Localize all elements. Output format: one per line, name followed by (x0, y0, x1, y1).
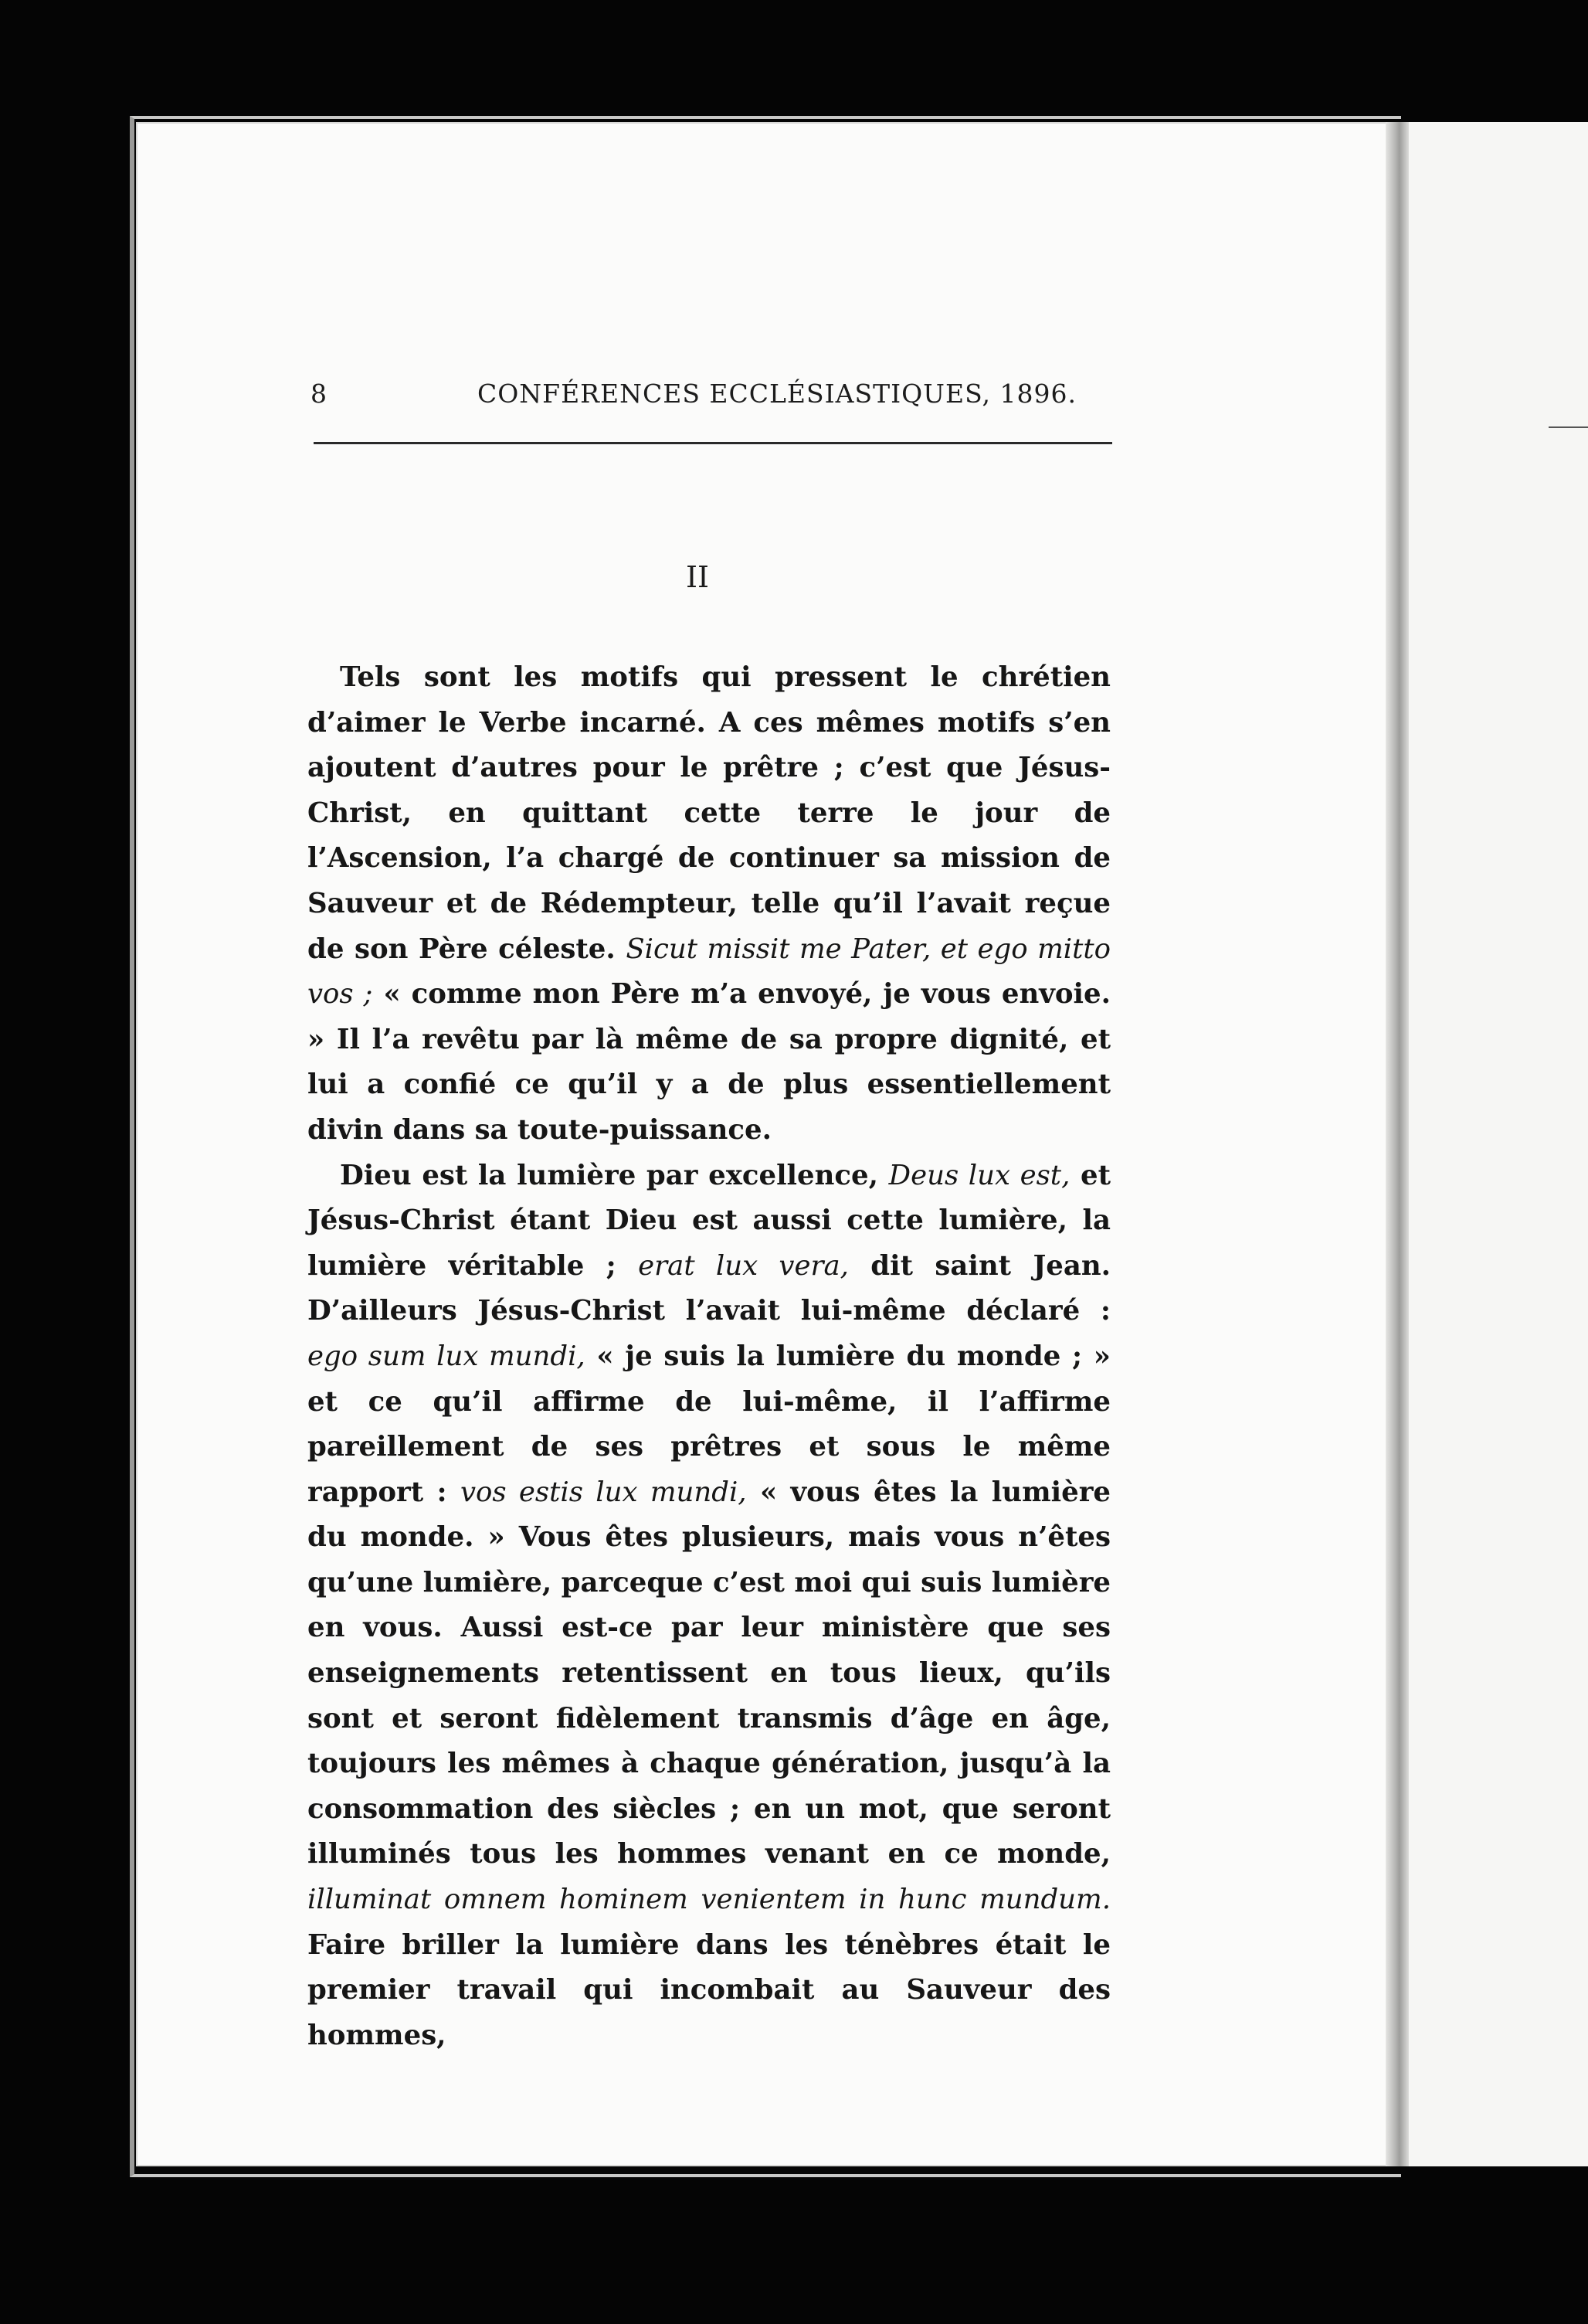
facing-page (1409, 122, 1588, 2166)
book-gutter (1386, 122, 1409, 2166)
latin-quotation: ego sum lux mundi, (307, 1340, 585, 1372)
text-run: Dieu est la lumière par excellence, (340, 1159, 889, 1191)
facing-header-rule (1549, 426, 1588, 428)
text-run: « je suis la lumière du monde ; » et ce qu’il affirme de lui-même, il l’affirme pareillement de ses prêtres et sous le même rapport : (307, 1340, 1111, 1508)
header-rule (314, 442, 1112, 444)
body-text (307, 655, 1111, 2058)
text-run: et Jésus-Christ étant Dieu est aussi cette lumière, la lumière véritable ; (307, 1159, 1111, 1282)
text-run: « comme mon Père m’a envoyé, je vous envoie. » Il l’a revêtu par là même de sa propre dignité, et lui a confié ce qu’il y a de plus essentiellement divin dans sa toute-puissance. (307, 978, 1111, 1146)
text-run: dit saint Jean. D’ailleurs Jésus-Christ l’avait lui-même déclaré : (307, 1249, 1111, 1327)
latin-quotation: Deus lux est, (888, 1159, 1071, 1191)
latin-quotation: Sicut missit me Pater, et ego mitto vos ; (307, 933, 1111, 1011)
latin-quotation: illuminat omnem hominem venientem in hunc mundum. (307, 1884, 1111, 1916)
page-number: 8 (310, 379, 327, 409)
text-run: Tels sont les motifs qui pressent le chrétien d’aimer le Verbe incarné. A ces mêmes motifs s’en ajoutent d’autres pour le prêtre ; c’est que Jésus-Christ, en quittant cette terre le jour de l’Ascension, l’a chargé de continuer sa mission de Sauveur et de Rédempteur, telle qu’il l’avait reçue de son Père céleste. (307, 661, 1111, 965)
paragraph (307, 655, 1111, 1154)
text-run: Faire briller la lumière dans les ténèbres était le premier travail qui incombait au Sauveur des hommes, (307, 1928, 1111, 2051)
running-title: CONFÉRENCES ECCLÉSIASTIQUES, 1896. (477, 379, 1077, 409)
paragraph (307, 1154, 1111, 2059)
section-number: II (686, 560, 710, 594)
latin-quotation: vos estis lux mundi, (460, 1476, 747, 1508)
latin-quotation: erat lux vera, (638, 1249, 849, 1282)
text-run: « vous êtes la lumière du monde. » Vous êtes plusieurs, mais vous n’êtes qu’une lumière, parceque c’est moi qui suis lumière en vous. Aussi est-ce par leur ministère que ses enseignements retentissent en tous lieux, qu’ils sont et seront fidèlement transmis d’âge en âge, toujours les mêmes à chaque génération, jusqu’à la consommation des siècles ; en un mot, que seront illuminés tous les hommes venant en ce monde, (307, 1476, 1111, 1870)
